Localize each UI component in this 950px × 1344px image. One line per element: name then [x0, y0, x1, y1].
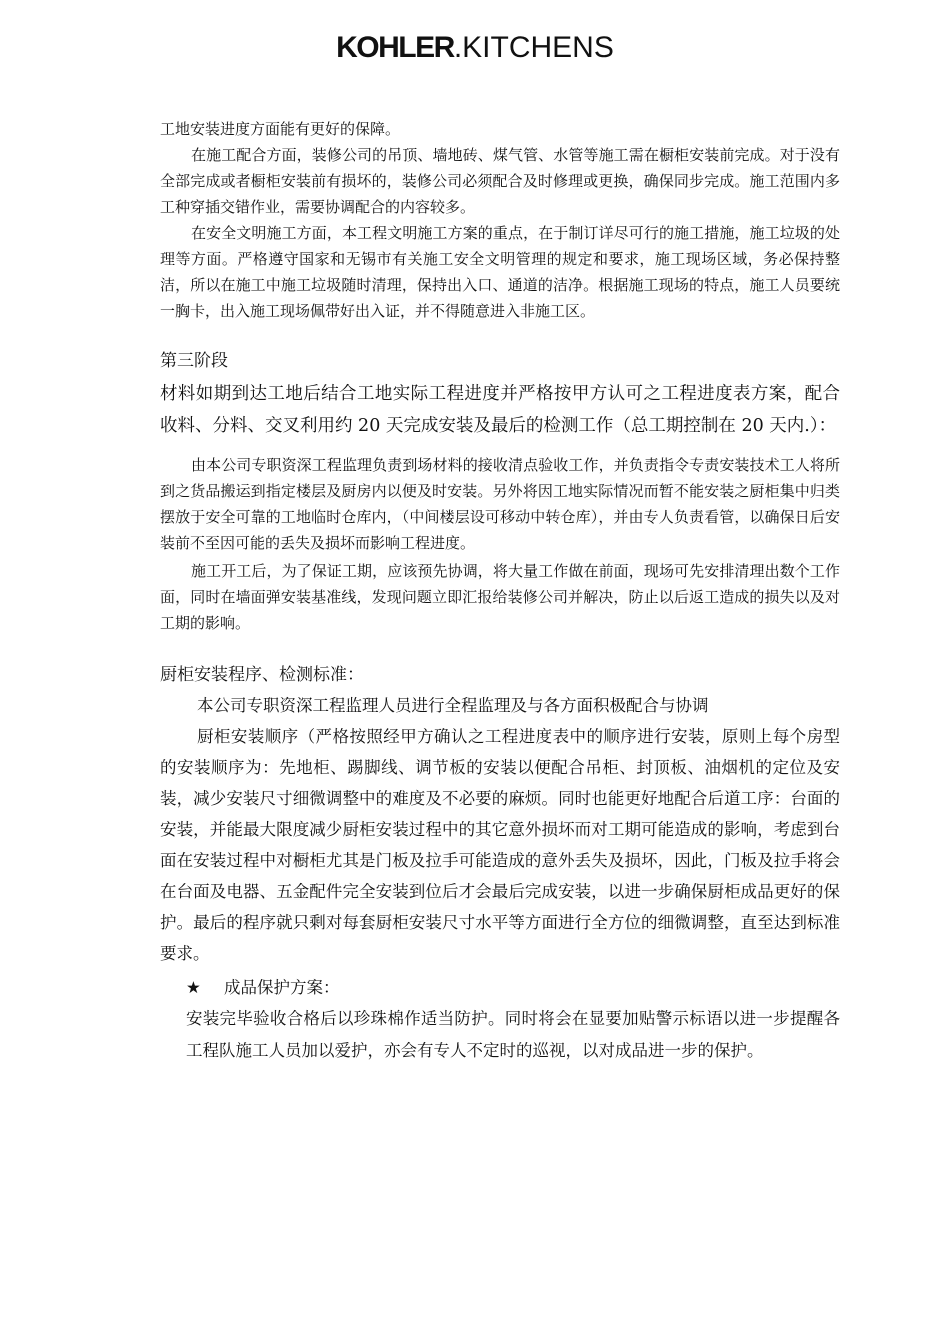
logo-brand-light: KITCHENS [462, 31, 614, 64]
stage3-body: 材料如期到达工地后结合工地实际工程进度并严格按甲方认可之工程进度表方案，配合收料、分料、交叉利用约 20 天完成安装及最后的检测工作（总工期控制在 20 天内.）： [160, 384, 840, 436]
protect-title: 成品保护方案： [224, 978, 340, 997]
spacer [160, 636, 840, 660]
paragraph-install-sequence: 厨柜安装顺序（严格按照经甲方确认之工程进度表中的顺序进行安装，原则上每个房型的安装顺序为：先地柜、踢脚线、调节板的安装以便配合吊柜、封顶板、油烟机的定位及安装，减少安装尺寸细微调整中的难度及不必要的麻烦。同时也能更好地配合后道工序：台面的安装，并能最大限度减少厨柜安装过程中的其它意外损坏而对工期可能造成的影响，考虑到台面在安装过程中对橱柜尤其是门板及拉手可能造成的意外丢失及损坏，因此，门板及拉手将会在台面及电器、五金配件完全安装到位后才会最后完成安装，以进一步确保厨柜成品更好的保护。最后的程序就只剩对每套厨柜安装尺寸水平等方面进行全方位的细微调整，直至达到标准要求。 [160, 727, 840, 963]
paragraph-start-work: 施工开工后，为了保证工期，应该预先协调，将大量工作做在前面，现场可先安排清理出数个工作面，同时在墙面弹安装基准线，发现问题立即汇报给装修公司并解决，防止以后返工造成的损失以及对工期的影响。 [160, 562, 840, 632]
document-body [160, 116, 840, 1067]
logo-brand-bold: KOHLER [336, 31, 454, 64]
paragraph-safety-civilized: 在安全文明施工方面，本工程文明施工方案的重点，在于制订详尽可行的施工措施，施工垃圾的处理等方面。严格遵守国家和无锡市有关施工安全文明管理的规定和要求，施工现场区域，务必保持整洁，所以在施工中施工垃圾随时清理，保持出入口、通道的洁净。根据施工现场的特点，施工人员要统一胸卡，出入施工现场佩带好出入证，并不得随意进入非施工区。 [160, 224, 840, 320]
install-procedure-title: 厨柜安装程序、检测标准： [160, 665, 364, 685]
paragraph-material-receiving: 由本公司专职资深工程监理负责到场材料的接收清点验收工作，并负责指令专责安装技术工人将所到之货品搬运到指定楼层及厨房内以便及时安装。另外将因工地实际情况而暂不能安装之厨柜集中归类摆放于安全可靠的工地临时仓库内，（中间楼层设可移动中转仓库），并由专人负责看管，以确保日后安装前不至因可能的丢失及损坏而影响工程进度。 [160, 456, 840, 552]
product-protection-heading [160, 972, 840, 1003]
logo-brand-dot: . [453, 31, 463, 64]
paragraph-supervision: 本公司专职资深工程监理人员进行全程监理及与各方面积极配合与协调 [197, 696, 709, 715]
paragraph-construction-coordination: 在施工配合方面，装修公司的吊顶、墙地砖、煤气管、水管等施工需在橱柜安装前完成。对于没有全部完成或者橱柜安装前有损坏的，装修公司必须配合及时修理或更换，确保同步完成。施工范围内多工种穿插交错作业，需要协调配合的内容较多。 [160, 146, 840, 216]
star-icon: ★ [186, 978, 201, 997]
spacer [160, 324, 840, 346]
paragraph-product-protection: 安装完毕验收合格后以珍珠棉作适当防护。同时将会在显要加贴警示标语以进一步提醒各工程队施工人员加以爱护，亦会有专人不定时的巡视，以对成品进一步的保护。 [186, 1009, 840, 1060]
stage3-title: 第三阶段 [160, 351, 228, 371]
paragraph-progress-guarantee: 工地安装进度方面能有更好的保障。 [160, 120, 401, 138]
kohler-kitchens-logo [0, 30, 950, 66]
